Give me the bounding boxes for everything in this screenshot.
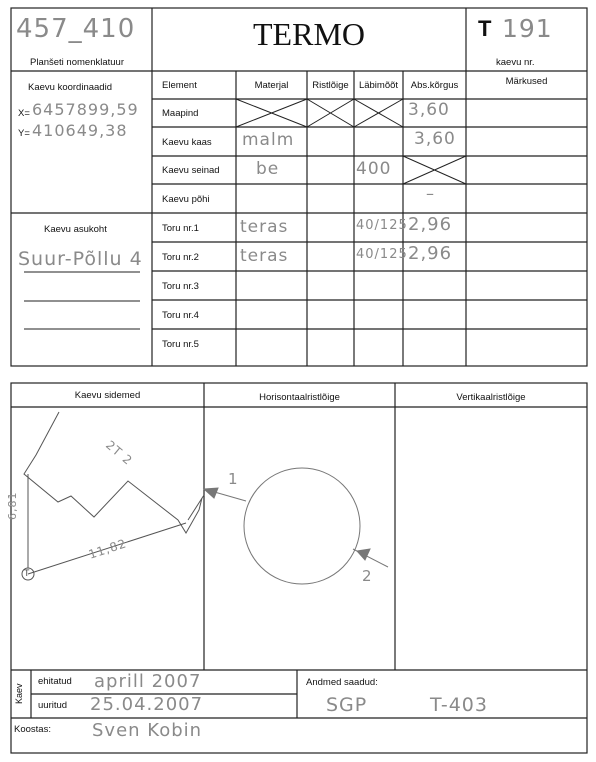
well-caption: kaevu nr. xyxy=(496,57,535,68)
row-elevation: – xyxy=(426,184,435,203)
surveyed-label: uuritud xyxy=(38,700,68,711)
row-diameter: 40/125 xyxy=(356,247,408,262)
row-element: Toru nr.1 xyxy=(162,223,199,234)
row-elevation: 3,60 xyxy=(414,129,456,149)
coordinates-label: Kaevu koordinaadid xyxy=(28,82,112,93)
col-material: Materjal xyxy=(254,80,289,91)
data-from-value: SGP xyxy=(326,694,368,716)
well-number: 191 xyxy=(502,14,553,43)
location-value: Suur-Põllu 4 xyxy=(18,248,143,270)
sketch-dim-c: 2T 2 xyxy=(103,437,136,469)
row-element: Toru nr.5 xyxy=(162,339,199,350)
row-diameter: 40/125 xyxy=(356,218,408,233)
col-diameter: Läbimõõt xyxy=(358,80,399,91)
x-label: X= xyxy=(18,108,30,119)
connection-sketch xyxy=(22,412,204,580)
row-element: Kaevu põhi xyxy=(162,194,210,205)
y-label: Y= xyxy=(18,128,30,139)
row-material: teras xyxy=(240,217,289,237)
data-from-label: Andmed saadud: xyxy=(306,677,378,688)
row-element: Toru nr.2 xyxy=(162,252,199,263)
sheet-number: 457_410 xyxy=(16,14,136,44)
row-element: Maapind xyxy=(162,108,199,119)
panel-title-horizontal: Horisontaalristlõige xyxy=(259,392,340,403)
surveyed-value: 25.04.2007 xyxy=(90,694,204,715)
row-diameter: 400 xyxy=(356,159,392,179)
compiled-value: Sven Kobin xyxy=(92,720,203,741)
well-prefix: T xyxy=(478,16,492,41)
sketch-dim-b: 11,82 xyxy=(86,536,129,562)
sketch-dim-a: 6,81 xyxy=(6,491,19,520)
row-element: Toru nr.3 xyxy=(162,281,199,292)
form-title: TERMO xyxy=(253,16,365,52)
footer-side-label: Kaev xyxy=(14,683,24,704)
built-value: aprill 2007 xyxy=(94,671,202,692)
row-material: teras xyxy=(240,246,289,266)
sheet-caption: Planšeti nomenklatuur xyxy=(30,57,124,68)
panel-title-connections: Kaevu sidemed xyxy=(74,390,141,401)
row-material: be xyxy=(256,159,280,179)
panel-title-vertical: Vertikaalristlõige xyxy=(456,392,526,403)
col-elevation: Abs.kõrgus xyxy=(410,80,459,91)
sketch-well-label: T xyxy=(24,568,30,578)
col-element: Element xyxy=(162,80,197,91)
row-material: malm xyxy=(242,130,295,150)
row-element: Toru nr.4 xyxy=(162,310,199,321)
row-elevation: 2,96 xyxy=(408,243,453,264)
y-value: 410649,38 xyxy=(32,121,128,140)
x-value: 6457899,59 xyxy=(32,100,139,119)
data-ref-value: T-403 xyxy=(430,694,488,716)
row-elevation: 3,60 xyxy=(408,100,450,120)
col-cross-section: Ristlõige xyxy=(312,80,349,91)
built-label: ehitatud xyxy=(38,676,72,687)
col-remarks: Märkused xyxy=(505,76,548,87)
row-element: Kaevu kaas xyxy=(162,137,212,148)
sketch-pipe1-label: 1 xyxy=(228,470,239,488)
sketch-pipe2-label: 2 xyxy=(362,567,373,585)
location-label: Kaevu asukoht xyxy=(44,224,107,235)
row-element: Kaevu seinad xyxy=(162,165,220,176)
row-elevation: 2,96 xyxy=(408,214,453,235)
compiled-label: Koostas: xyxy=(14,724,51,735)
